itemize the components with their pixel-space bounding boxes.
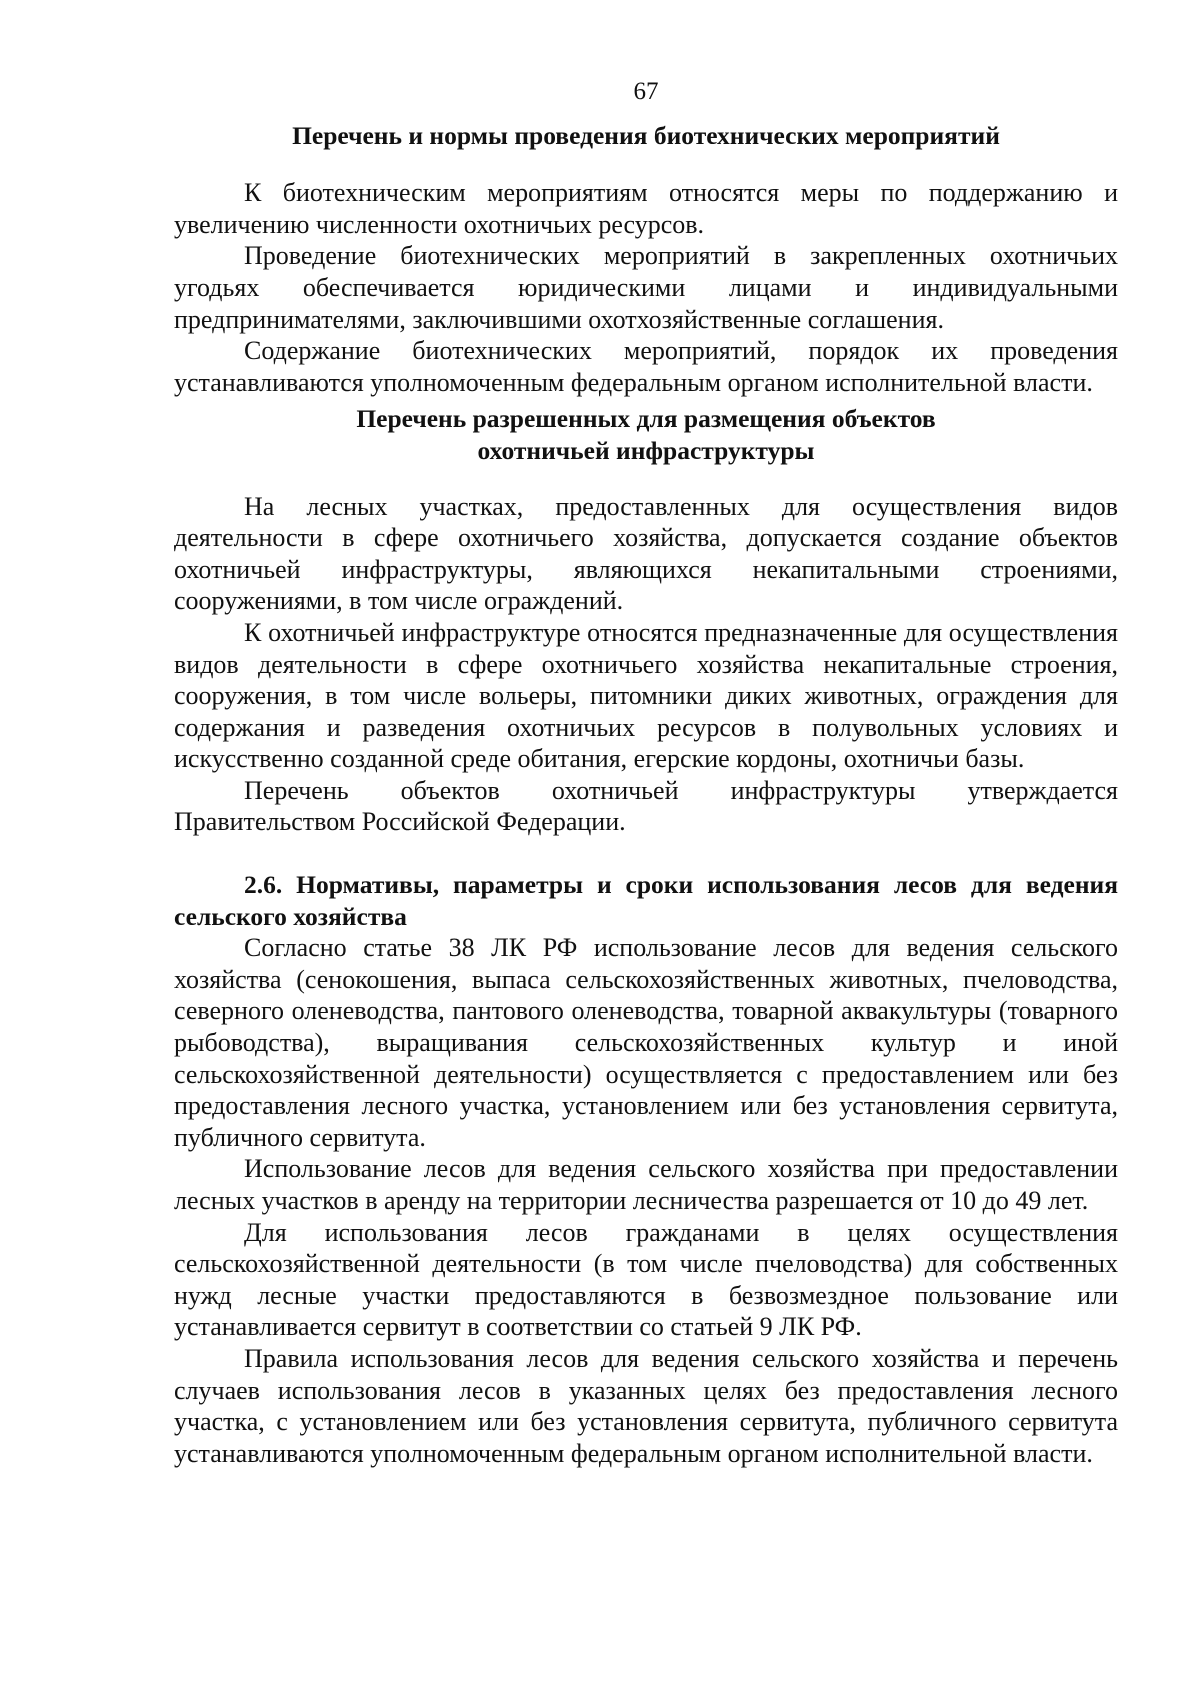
paragraph: Правила использования лесов для ведения сельского хозяйства и перечень случаев использования лесов в указанных целях без предоставления лесного участка, с установлением или без установления сервитута, публичного сервитута устанавливаются уполномоченным федеральным органом исполнительной власти. <box>174 1343 1118 1468</box>
paragraph: Проведение биотехнических мероприятий в закрепленных охотничьих угодьях обеспечивается юридическими лицами и индивидуальными предпринимателями, заключившими охотхозяйственные соглашения. <box>174 241 1118 334</box>
biotechnical-measures-heading: Перечень и нормы проведения биотехнических мероприятий <box>292 120 1000 150</box>
heading-line: Перечень разрешенных для размещения объектов <box>356 404 936 434</box>
paragraph: К охотничьей инфраструктуре относятся предназначенные для осуществления видов деятельности в сфере охотничьего хозяйства некапитальные строения, сооружения, в том числе вольеры, питомники диких животных, ограждения для содержания и разведения охотничьих ресурсов в полувольных условиях и искусственно созданной среде обитания, егерские кордоны, охотничьи базы. <box>174 617 1118 774</box>
page-number: 67 <box>633 78 659 105</box>
paragraph: На лесных участках, предоставленных для осуществления видов деятельности в сфере охотничьего хозяйства, допускается создание объектов охотничьей инфраструктуры, являющихся некапитальными строениями, сооружениями, в том числе ограждений. <box>174 491 1118 616</box>
paragraph: Использование лесов для ведения сельского хозяйства при предоставлении лесных участков в аренду на территории лесничества разрешается от 10 до 49 лет. <box>174 1154 1118 1215</box>
paragraph: Содержание биотехнических мероприятий, порядок их проведения устанавливаются уполномоченным федеральным органом исполнительной власти. <box>174 336 1118 397</box>
paragraph: К биотехническим мероприятиям относятся меры по поддержанию и увеличению численности охотничьих ресурсов. <box>174 178 1118 239</box>
paragraph: Согласно статье 38 ЛК РФ использование лесов для ведения сельского хозяйства (сенокошения, выпаса сельскохозяйственных животных, пчеловодства, северного оленеводства, пантового оленеводства, товарной аквакультуры (товарного рыбоводства), выращивания сельскохозяйственных культур и иной сельскохозяйственной деятельности) осуществляется с предоставлением или без предоставления лесного участка, установлением или без установления сервитута, публичного сервитута. <box>174 933 1118 1152</box>
agriculture-section-heading: 2.6. Нормативы, параметры и сроки использования лесов для ведения сельского хозяйства <box>174 870 1118 931</box>
paragraph: Для использования лесов гражданами в целях осуществления сельскохозяйственной деятельности (в том числе пчеловодства) для собственных нужд лесные участки предоставляются в безвозмездное пользование или устанавливается сервитут в соответствии со статьей 9 ЛК РФ. <box>174 1217 1118 1342</box>
hunting-infrastructure-heading <box>174 403 1118 466</box>
heading-line: охотничьей инфраструктуры <box>477 435 815 465</box>
paragraph: Перечень объектов охотничьей инфраструктуры утверждается Правительством Российской Федерации. <box>174 775 1118 837</box>
